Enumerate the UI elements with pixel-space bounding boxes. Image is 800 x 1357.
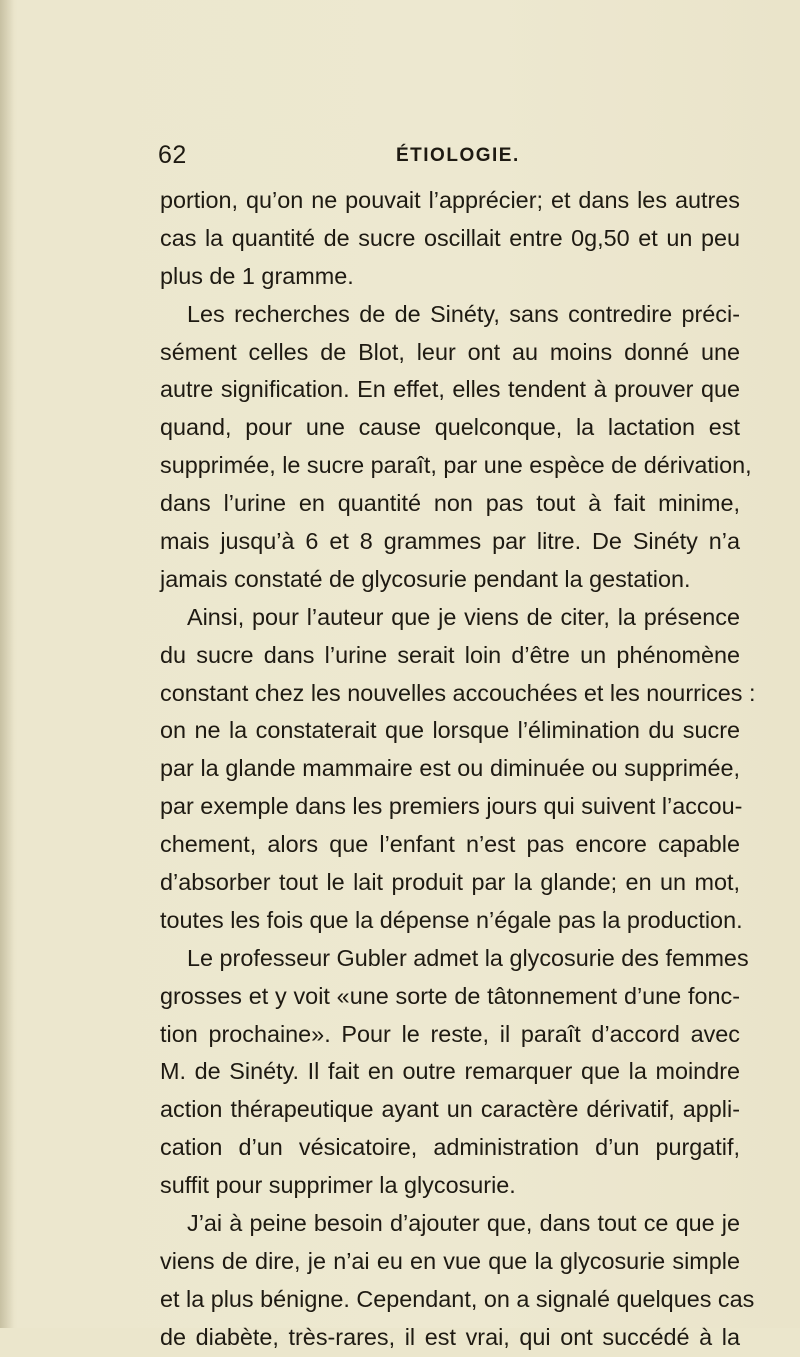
text-line: du sucre dans l’urine serait loin d’être un phénomène xyxy=(160,641,740,668)
text-line: Le professeur Gubler admet la glycosurie des femmes xyxy=(187,944,749,971)
text-line: tion prochaine». Pour le reste, il paraît d’accord avec xyxy=(160,1020,740,1047)
text-line: cas la quantité de sucre oscillait entre 0g,50 et un peu xyxy=(160,224,740,251)
text-line: d’absorber tout le lait produit par la glande; en un mot, xyxy=(160,869,740,896)
text-line: Les recherches de de Sinéty, sans contredire préci- xyxy=(187,300,740,327)
text-line: action thérapeutique ayant un caractère dérivatif, appli- xyxy=(160,1096,740,1123)
running-head xyxy=(158,141,730,171)
text-line: par la glande mammaire est ou diminuée ou supprimée, xyxy=(160,755,740,782)
text-line: cation d’un vésicatoire, administration d’un purgatif, xyxy=(160,1134,740,1161)
text-line: chement, alors que l’enfant n’est pas encore capable xyxy=(160,831,740,858)
text-line: par exemple dans les premiers jours qui suivent l’accou- xyxy=(160,793,743,820)
binding-shadow xyxy=(0,0,14,1328)
text-line: J’ai à peine besoin d’ajouter que, dans tout ce que je xyxy=(187,1210,740,1237)
text-line: grosses et y voit «une sorte de tâtonnement d’une fonc- xyxy=(160,982,740,1009)
body-text xyxy=(160,182,756,1357)
text-line: autre signification. En effet, elles tendent à prouver que xyxy=(160,376,740,403)
text-line: mais jusqu’à 6 et 8 grammes par litre. De Sinéty n’a xyxy=(160,528,740,555)
text-line: et la plus bénigne. Cependant, on a signalé quelques cas xyxy=(160,1285,755,1312)
text-line: viens de dire, je n’ai eu en vue que la glycosurie simple xyxy=(160,1247,740,1274)
text-line: M. de Sinéty. Il fait en outre remarquer que la moindre xyxy=(160,1058,740,1085)
page-number: 62 xyxy=(158,141,187,169)
text-line: jamais constaté de glycosurie pendant la gestation. xyxy=(160,565,691,592)
text-line: plus de 1 gramme. xyxy=(160,262,354,289)
text-line: portion, qu’on ne pouvait l’apprécier; et dans les autres xyxy=(160,187,740,213)
text-line: supprimée, le sucre paraît, par une espèce de dérivation, xyxy=(160,452,752,479)
text-line: on ne la constaterait que lorsque l’élimination du sucre xyxy=(160,717,740,744)
text-line: Ainsi, pour l’auteur que je viens de citer, la présence xyxy=(187,603,740,630)
text-line: quand, pour une cause quelconque, la lactation est xyxy=(160,414,740,441)
running-title: ÉTIOLOGIE. xyxy=(396,145,520,166)
text-line: de diabète, très-rares, il est vrai, qui ont succédé à la xyxy=(160,1323,740,1350)
text-line: constant chez les nouvelles accouchées et les nourrices : xyxy=(160,679,756,706)
text-line: toutes les fois que la dépense n’égale pas la production. xyxy=(160,906,743,933)
text-line: dans l’urine en quantité non pas tout à fait minime, xyxy=(160,490,740,517)
text-line: suffit pour supprimer la glycosurie. xyxy=(160,1172,516,1199)
text-line: sément celles de Blot, leur ont au moins donné une xyxy=(160,338,740,365)
